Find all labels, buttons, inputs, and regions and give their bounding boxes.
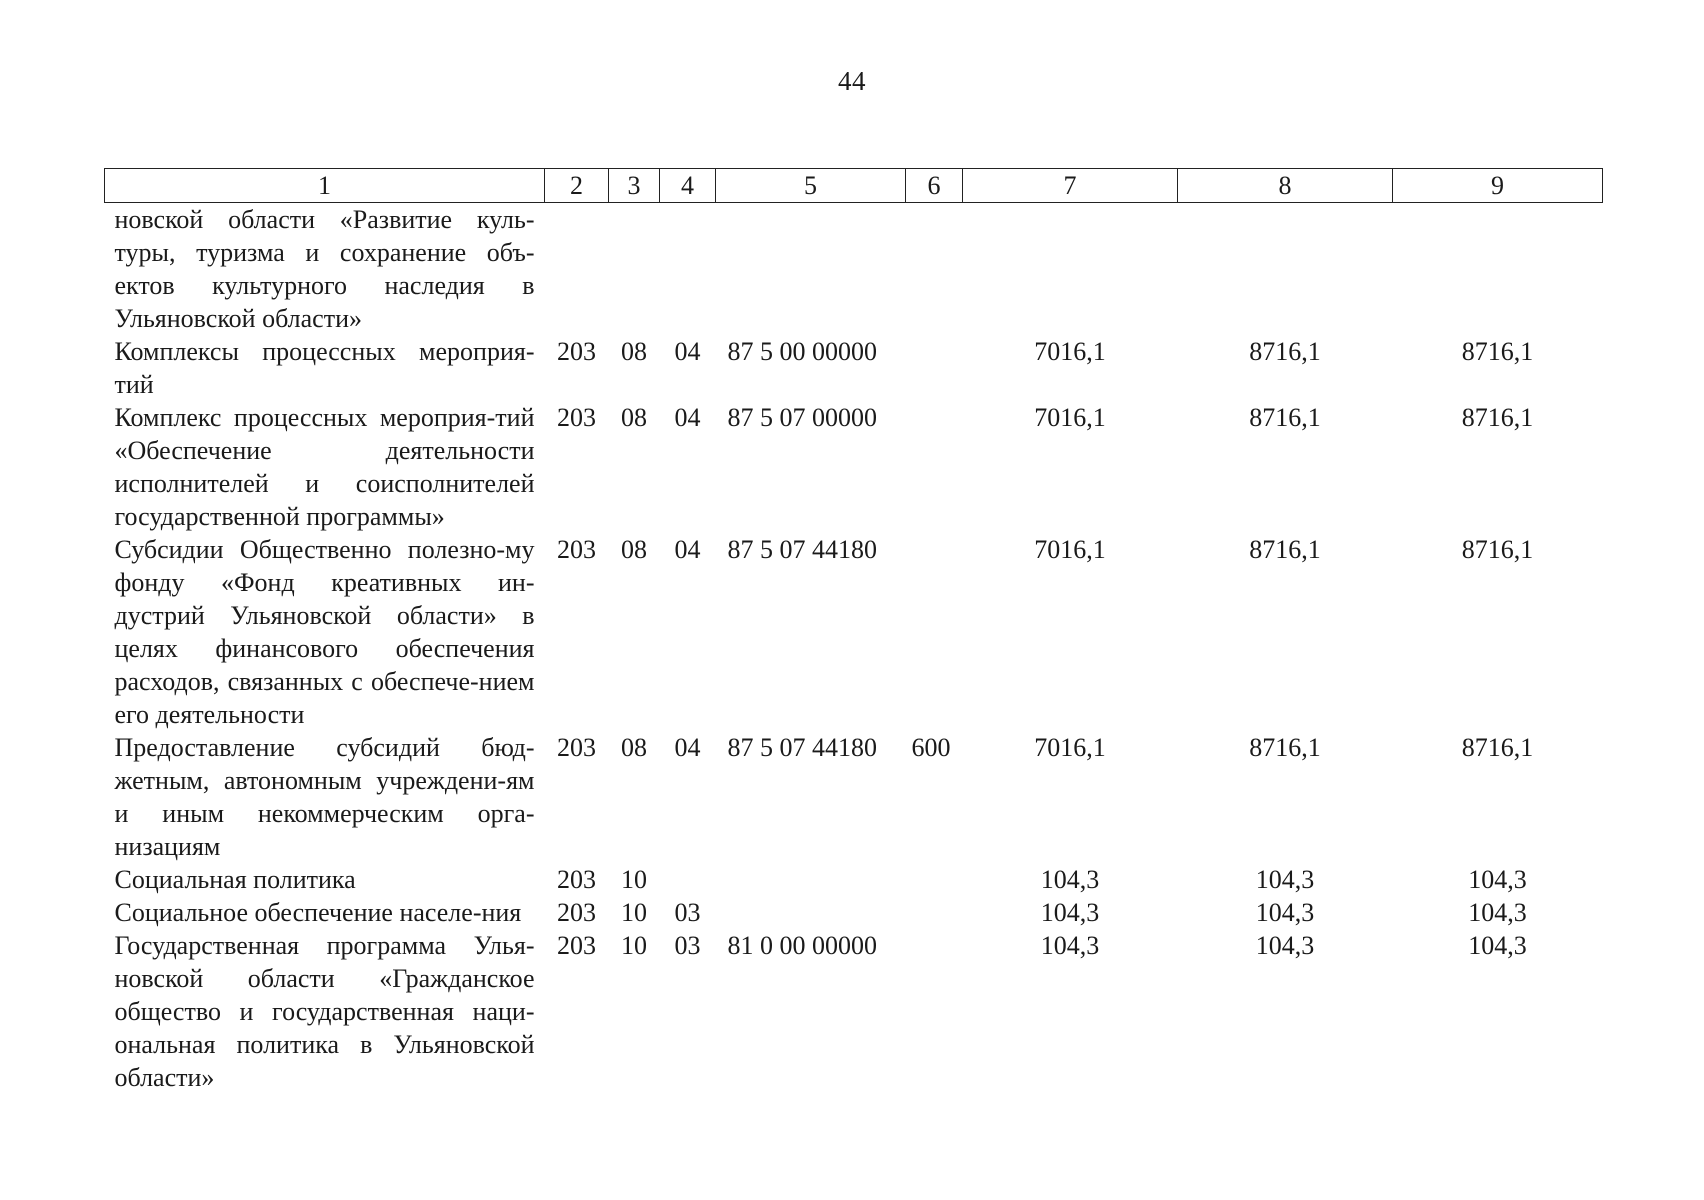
row-col-8: 8716,1 xyxy=(1249,535,1321,564)
table-row xyxy=(105,203,1603,336)
row-name: новской области «Развитие куль-туры, туризма и сохранение объ-ектов культурного наследия в Ульяновской области» xyxy=(114,205,535,333)
row-col-7: 104,3 xyxy=(1040,931,1100,960)
row-col-3: 10 xyxy=(621,931,647,960)
row-col-5: 87 5 07 44180 xyxy=(727,535,877,564)
row-col-4: 04 xyxy=(674,337,701,366)
row-name: Комплексы процессных мероприя-тий xyxy=(114,337,535,399)
row-col-4 xyxy=(660,203,716,336)
row-col-7: 104,3 xyxy=(1040,898,1100,927)
row-col-3 xyxy=(609,203,660,336)
header-col-5: 5 xyxy=(716,169,906,203)
row-col-9: 104,3 xyxy=(1468,898,1527,927)
row-name: Субсидии Общественно полезно-му фонду «Фонд креативных ин-дустрий Ульяновской области» в целях финансового обеспечения расходов, связанных с обеспече-нием его деятельности xyxy=(114,535,535,729)
row-col-8: 8716,1 xyxy=(1249,403,1321,432)
row-col-8: 104,3 xyxy=(1255,865,1315,894)
row-col-5: 87 5 00 00000 xyxy=(727,337,877,366)
header-col-4: 4 xyxy=(660,169,716,203)
row-col-6 xyxy=(906,863,963,896)
row-col-2: 203 xyxy=(557,865,596,894)
header-col-3: 3 xyxy=(609,169,660,203)
row-col-7: 7016,1 xyxy=(1034,535,1106,564)
budget-table xyxy=(104,168,1603,1094)
row-col-8: 104,3 xyxy=(1255,898,1315,927)
row-col-7 xyxy=(963,203,1178,336)
row-col-3: 08 xyxy=(621,337,647,366)
table-row xyxy=(105,731,1603,863)
table-row xyxy=(105,929,1603,1094)
row-col-4: 04 xyxy=(674,403,701,432)
row-col-8: 8716,1 xyxy=(1249,733,1321,762)
row-col-6 xyxy=(906,335,963,401)
row-col-3: 08 xyxy=(621,733,647,762)
row-col-4 xyxy=(660,863,716,896)
row-col-6 xyxy=(906,203,963,336)
row-col-4: 04 xyxy=(674,733,701,762)
header-col-7: 7 xyxy=(963,169,1178,203)
row-name: Комплекс процессных мероприя-тий «Обеспечение деятельности исполнителей и соисполнителей государственной программы» xyxy=(114,403,535,531)
budget-table-container xyxy=(104,168,1602,1094)
row-col-6 xyxy=(906,896,963,929)
row-col-2: 203 xyxy=(557,337,596,366)
row-col-7: 7016,1 xyxy=(1034,403,1106,432)
header-col-8: 8 xyxy=(1178,169,1393,203)
row-col-7: 104,3 xyxy=(1040,865,1100,894)
row-col-8: 104,3 xyxy=(1255,931,1315,960)
row-col-2 xyxy=(545,203,609,336)
row-col-2: 203 xyxy=(557,931,596,960)
row-name: Социальная политика xyxy=(114,865,356,894)
row-col-6 xyxy=(906,533,963,731)
header-col-6: 6 xyxy=(906,169,963,203)
row-col-5 xyxy=(716,203,906,336)
header-col-2: 2 xyxy=(545,169,609,203)
row-col-3: 10 xyxy=(621,898,647,927)
row-col-6 xyxy=(906,401,963,533)
table-row xyxy=(105,533,1603,731)
table-row xyxy=(105,863,1603,896)
row-col-7: 7016,1 xyxy=(1034,337,1106,366)
row-col-6 xyxy=(906,929,963,1094)
row-col-7: 7016,1 xyxy=(1034,733,1106,762)
table-row xyxy=(105,401,1603,533)
row-col-6: 600 xyxy=(911,733,951,762)
row-col-4: 03 xyxy=(674,898,701,927)
table-header xyxy=(105,169,1603,203)
row-col-8: 8716,1 xyxy=(1249,337,1321,366)
row-col-5 xyxy=(716,863,906,896)
row-col-9: 8716,1 xyxy=(1461,337,1534,366)
row-col-8 xyxy=(1178,203,1393,336)
row-name: Предоставление субсидий бюд-жетным, автономным учреждени-ям и иным некоммерческим орга-низациям xyxy=(114,733,535,861)
row-col-5: 87 5 07 00000 xyxy=(727,403,877,432)
row-name: Социальное обеспечение населе-ния xyxy=(114,898,522,927)
table-row xyxy=(105,896,1603,929)
row-name: Государственная программа Улья-новской области «Гражданское общество и государственная наци-ональная политика в Ульяновской области» xyxy=(114,931,535,1092)
row-col-9: 104,3 xyxy=(1468,865,1527,894)
header-row xyxy=(105,169,1603,203)
row-col-4: 04 xyxy=(674,535,701,564)
row-col-2: 203 xyxy=(557,535,596,564)
row-col-2: 203 xyxy=(557,403,596,432)
row-col-9: 8716,1 xyxy=(1461,403,1534,432)
row-col-5: 81 0 00 00000 xyxy=(727,931,877,960)
row-col-4: 03 xyxy=(674,931,701,960)
row-col-9: 8716,1 xyxy=(1461,535,1534,564)
row-col-2: 203 xyxy=(557,733,596,762)
page-number: 44 xyxy=(838,66,866,96)
header-col-1: 1 xyxy=(105,169,545,203)
row-col-9: 8716,1 xyxy=(1461,733,1534,762)
row-col-9: 104,3 xyxy=(1468,931,1527,960)
header-col-9: 9 xyxy=(1393,169,1603,203)
row-col-3: 08 xyxy=(621,403,647,432)
row-col-3: 08 xyxy=(621,535,647,564)
row-col-2: 203 xyxy=(557,898,596,927)
table-body xyxy=(105,203,1603,1095)
row-col-5: 87 5 07 44180 xyxy=(727,733,877,762)
row-col-5 xyxy=(716,896,906,929)
row-col-3: 10 xyxy=(621,865,647,894)
row-col-9 xyxy=(1393,203,1603,336)
table-row xyxy=(105,335,1603,401)
